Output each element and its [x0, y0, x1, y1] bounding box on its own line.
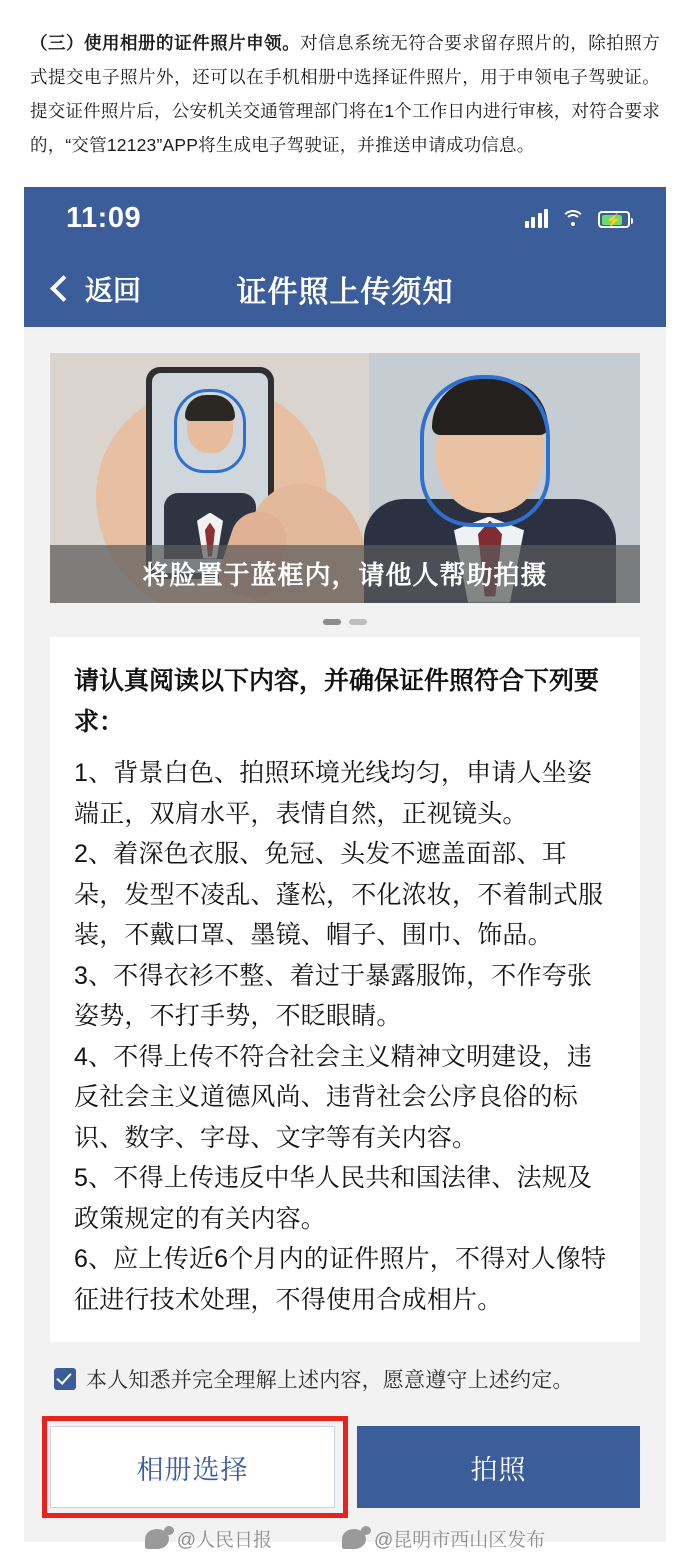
illustration-banner-wrap: [24, 327, 666, 603]
back-button-label: 返回: [85, 274, 142, 306]
carousel-indicator[interactable]: [24, 603, 666, 637]
face-alignment-frame-icon: [174, 389, 246, 473]
navigation-bar: [24, 251, 666, 327]
back-button[interactable]: [54, 269, 141, 309]
illustration-banner[interactable]: [50, 353, 640, 603]
status-bar: [24, 187, 666, 251]
agreement-row[interactable]: [24, 1342, 666, 1414]
face-alignment-frame-icon: [420, 375, 550, 527]
notice-item: 4、不得上传不符合社会主义精神文明建设，违反社会主义道德风尚、违背社会公序良俗的标识、数字、字母、文字等有关内容。: [74, 1042, 593, 1152]
notice-item: 6、应上传近6个月内的证件照片，不得对人像特征进行技术处理，不得使用合成相片。: [74, 1245, 607, 1314]
notice-card: [50, 637, 640, 1343]
wifi-icon: [561, 209, 585, 228]
agreement-label: 本人知悉并完全理解上述内容，愿意遵守上述约定。: [86, 1369, 574, 1392]
chevron-left-icon: [50, 275, 77, 302]
weibo-icon: [145, 1529, 169, 1549]
take-photo-button[interactable]: 拍照: [357, 1426, 640, 1508]
notice-item: 3、不得衣衫不整、着过于暴露服饰，不作夸张姿势，不打手势，不眨眼睛。: [74, 961, 593, 1030]
watermark-left-label: @人民日报: [176, 1530, 272, 1551]
watermark-right-label: @昆明市西山区发布: [374, 1530, 546, 1551]
page-title: 证件照上传须知: [236, 275, 454, 309]
carousel-dot-2[interactable]: [349, 619, 367, 625]
battery-charging-icon: ⚡: [598, 211, 630, 228]
action-bar: [24, 1414, 666, 1542]
notice-item: 2、着深色衣服、免冠、头发不遮盖面部、耳朵，发型不凌乱、蓬松，不化浓妆，不着制式服装，不戴口罩、墨镜、帽子、围巾、饰品。: [74, 840, 604, 949]
agreement-checkbox[interactable]: [54, 1368, 76, 1390]
notice-item: 1、背景白色、拍照环境光线均匀，申请人坐姿端正，双肩水平，表情自然，正视镜头。: [74, 759, 593, 828]
app-header: [24, 187, 666, 327]
phone-screenshot: [24, 187, 666, 1543]
notice-heading: 请认真阅读以下内容，并确保证件照符合下列要求：: [74, 666, 600, 736]
footer-watermarks: [0, 1525, 690, 1552]
banner-caption: 将脸置于蓝框内，请他人帮助拍摄: [50, 545, 640, 603]
album-select-button[interactable]: 相册选择: [50, 1426, 335, 1508]
notice-content: [24, 637, 666, 1343]
status-bar-icons: [525, 209, 631, 228]
article-paragraph: [0, 0, 690, 163]
status-bar-clock: 11:09: [66, 202, 142, 234]
notice-item: 5、不得上传违反中华人民共和国法律、法规及政策规定的有关内容。: [74, 1164, 593, 1233]
article-paragraph-body: 对信息系统无符合要求留存照片的，除拍照方式提交电子照片外，还可以在手机相册中选择证件照片，用于申领电子驾驶证。提交证件照片后，公安机关交通管理部门将在1个工作日内进行审核，对符合要求的，“交管12123”APP将生成电子驾驶证，并推送申请成功信息。: [30, 33, 661, 156]
article-paragraph-lead: （三）使用相册的证件照片申领。: [30, 33, 301, 53]
weibo-icon: [342, 1529, 366, 1549]
watermark-right: [342, 1525, 545, 1552]
watermark-left: [145, 1525, 272, 1552]
carousel-dot-1[interactable]: [323, 619, 341, 625]
cellular-signal-icon: [525, 209, 549, 228]
